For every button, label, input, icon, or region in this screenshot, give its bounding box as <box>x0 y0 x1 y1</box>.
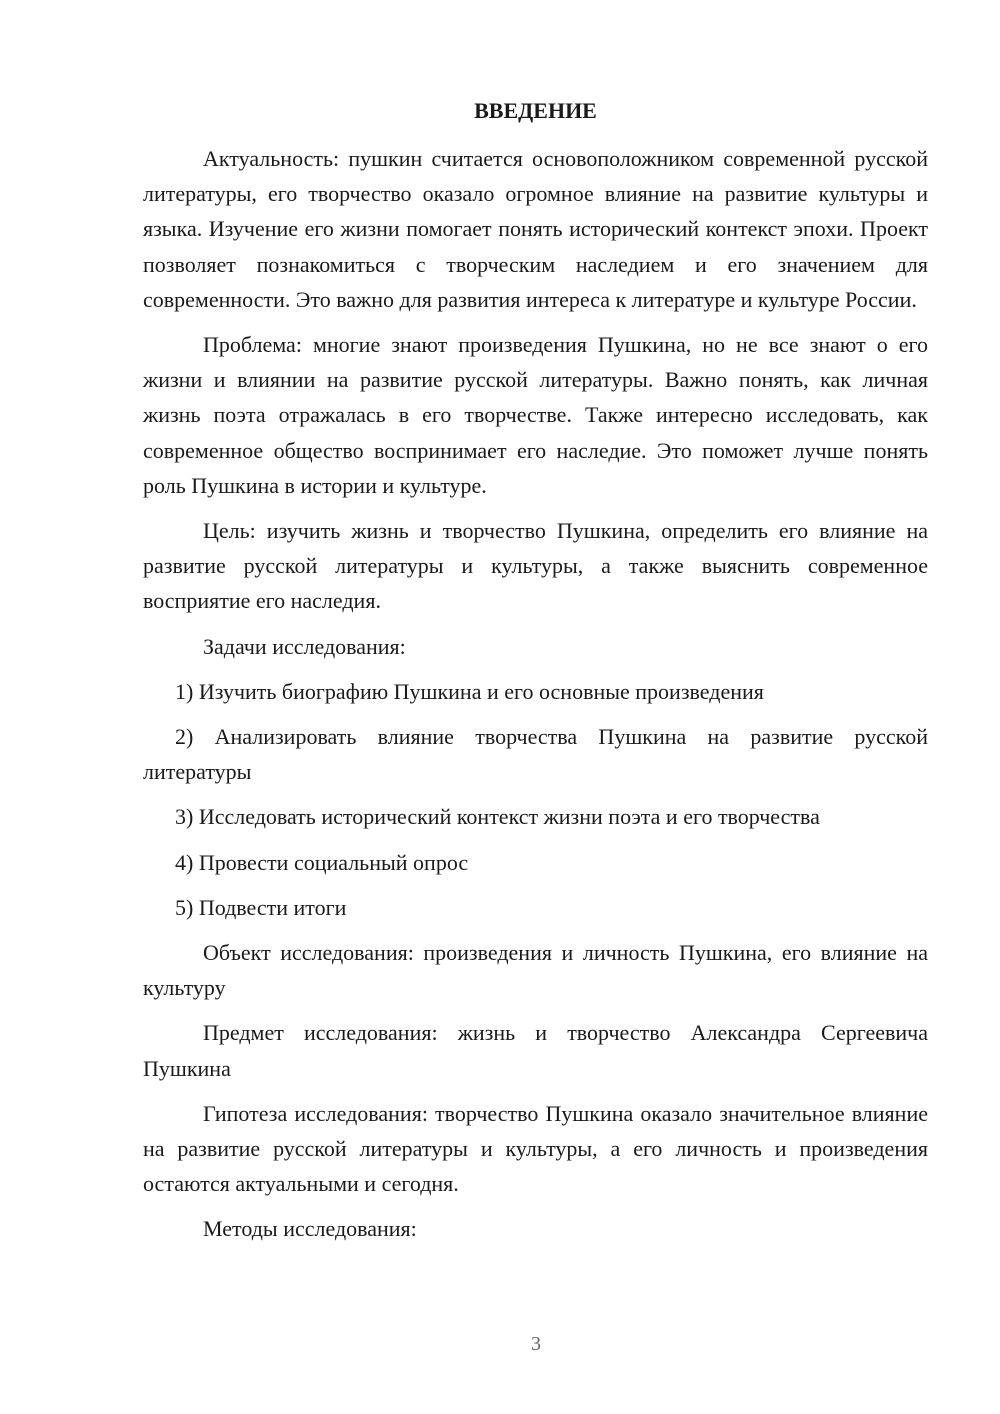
relevance-paragraph: Актуальность: пушкин считается основоположником современной русской литературы, его творчество оказало огромное влияние на развитие культуры и языка. Изучение его жизни помогает понять исторический контекст эпохи. Проект позволяет познакомиться с творческим наследием и его значением для современности. Это важно для развития интереса к литературе и культуре России. <box>143 146 928 312</box>
section-title: ВВЕДЕНИЕ <box>474 98 597 123</box>
goal-paragraph: Цель: изучить жизнь и творчество Пушкина, определить его влияние на развитие русской литературы и культуры, а также выяснить современное восприятие его наследия. <box>143 518 928 614</box>
methods-heading: Методы исследования: <box>203 1216 417 1242</box>
page-number: 3 <box>531 1333 541 1355</box>
hypothesis-paragraph: Гипотеза исследования: творчество Пушкина оказало значительное влияние на развитие русской литературы и культуры, а его личность и произведения остаются актуальными и сегодня. <box>143 1100 928 1197</box>
problem-paragraph: Проблема: многие знают произведения Пушкина, но не все знают о его жизни и влиянии на развитие русской литературы. Важно понять, как личная жизнь поэта отражалась в его творчестве. Также интересно исследовать, как современное общество воспринимает его наследие. Это поможет лучше понять роль Пушкина в истории и культуре. <box>143 332 928 498</box>
tasks-heading: Задачи исследования: <box>203 633 406 659</box>
task-item-3: 3) Исследовать исторический контекст жизни поэта и его творчества <box>175 804 820 830</box>
subject-paragraph: Предмет исследования: жизнь и творчество Александра Сергеевича Пушкина <box>143 1020 928 1081</box>
document-page <box>143 95 928 1257</box>
task-item-4: 4) Провести социальный опрос <box>175 849 469 875</box>
task-item-2: 2) Анализировать влияние творчества Пушкина на развитие русской литературы <box>143 724 928 785</box>
object-paragraph: Объект исследования: произведения и личность Пушкина, его влияние на культуру <box>143 940 928 1001</box>
task-item-5: 5) Подвести итоги <box>175 894 347 920</box>
task-item-1: 1) Изучить биографию Пушкина и его основные произведения <box>175 678 764 704</box>
